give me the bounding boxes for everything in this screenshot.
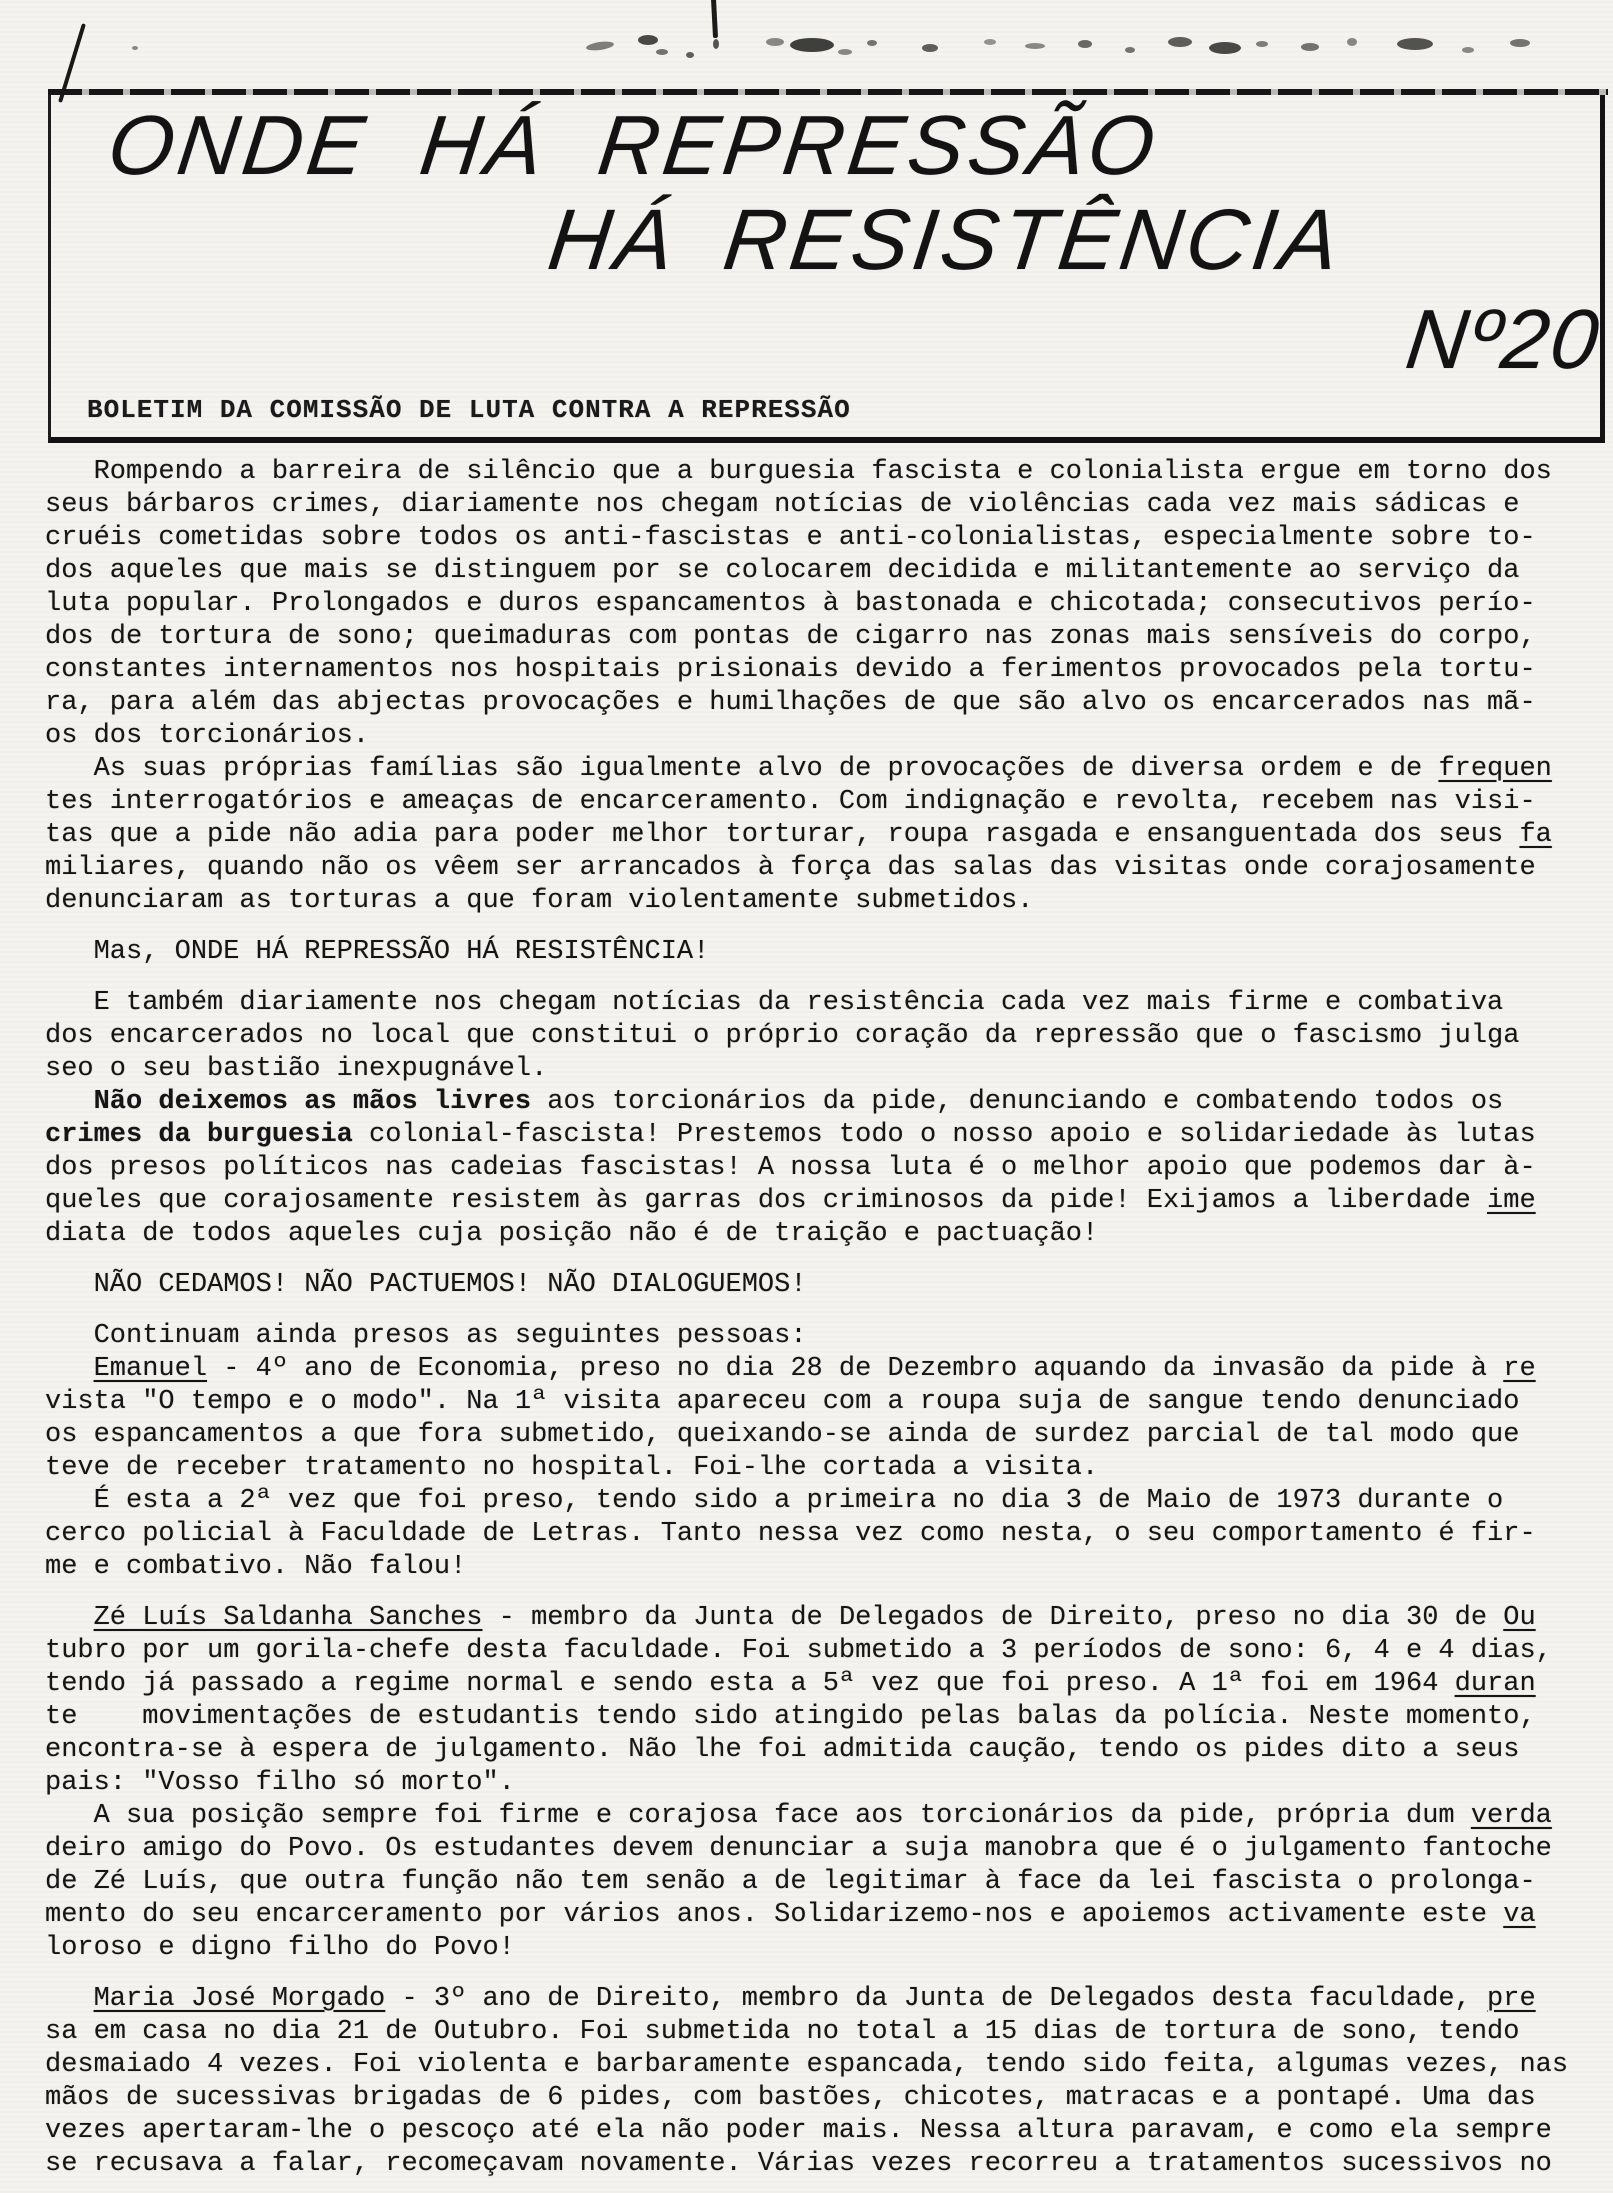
text-line <box>45 1800 1590 1833</box>
text-segment: - 3º ano de Direito, membro da Junta de Delegados desta faculdade, <box>385 1984 1488 2014</box>
text-line <box>45 1269 1590 1302</box>
paragraph-intro <box>45 456 1590 753</box>
text-segment: de Zé Luís, que outra função não tem senão a de legitimar à face da lei fascista o prolonga- <box>45 1867 1536 1897</box>
text-line <box>45 852 1590 885</box>
text-segment: mãos de sucessivas brigadas de 6 pides, com bastões, chicotes, matracas e a pontapé. Uma das <box>45 2083 1536 2113</box>
text-segment: se recusava a falar, recomeçavam novamente. Várias vezes recorreu a tratamentos sucessivos no <box>45 2149 1552 2179</box>
text-line <box>45 1833 1590 1866</box>
text-line <box>45 588 1590 621</box>
text-segment: frequen <box>1438 754 1552 784</box>
text-line <box>45 1701 1590 1734</box>
masthead-box <box>48 95 1605 443</box>
text-line <box>45 1020 1590 1053</box>
text-segment: te movimentações de estudantis tendo sido atingido pelas balas da polícia. Neste momento, <box>45 1702 1536 1732</box>
text-segment: aos torcionários da pide, denunciando e combatendo todos os <box>531 1087 1504 1117</box>
text-segment: mento do seu encarceramento por vários anos. Solidarizemo-nos e apoiemos activamente este <box>45 1900 1504 1930</box>
issue-number: Nº20 <box>1401 292 1606 386</box>
text-line <box>45 654 1590 687</box>
text-segment: queles que corajosamente resistem às garras dos criminosos da pide! Exijamos a liberdade <box>45 1186 1488 1216</box>
text-segment: miliares, quando não os vêem ser arrancados à força das salas das visitas onde corajosamente <box>45 853 1536 883</box>
text-segment: pais: "Vosso filho só morto". <box>45 1768 515 1798</box>
text-line <box>45 1419 1590 1452</box>
text-segment: cruéis cometidas sobre todos os anti-fascistas e anti-colonialistas, especialmente sobre to- <box>45 523 1536 553</box>
text-line <box>45 2016 1590 2049</box>
text-segment: Zé Luís Saldanha Sanches <box>93 1603 483 1633</box>
text-segment: dos presos políticos nas cadeias fascistas! A nossa luta é o melhor apoio que podemos dar à- <box>45 1153 1536 1183</box>
paragraph-ze-luis-2 <box>45 1800 1590 1965</box>
text-segment: A sua posição sempre foi firme e corajosa face aos torcionários da pide, própria dum <box>45 1801 1471 1831</box>
text-segment: loroso e digno filho do Povo! <box>45 1933 515 1963</box>
paragraph-apelo <box>45 1086 1590 1251</box>
text-line <box>45 555 1590 588</box>
text-line <box>45 2082 1590 2115</box>
text-line <box>45 1899 1590 1932</box>
text-segment: ime <box>1487 1186 1536 1216</box>
text-segment: vista "O tempo e o modo". Na 1ª visita apareceu com a roupa suja de sangue tendo denunciado <box>45 1387 1520 1417</box>
text-segment: duran <box>1454 1669 1536 1699</box>
paragraph-resistencia <box>45 987 1590 1086</box>
text-segment: deiro amigo do Povo. Os estudantes devem denunciar a suja manobra que é o julgamento fantoche <box>45 1834 1552 1864</box>
text-line <box>45 753 1590 786</box>
text-line <box>45 1152 1590 1185</box>
text-segment: denunciaram as torturas a que foram violentamente submetidos. <box>45 886 1034 916</box>
text-line <box>45 2115 1590 2148</box>
text-segment: seus bárbaros crimes, diariamente nos chegam notícias de violências cada vez mais sádicas e <box>45 490 1520 520</box>
text-segment: dos de tortura de sono; queimaduras com pontas de cigarro nas zonas mais sensíveis do corpo, <box>45 622 1536 652</box>
text-segment: teve de receber tratamento no hospital. Foi-lhe cortada a visita. <box>45 1453 1099 1483</box>
text-line <box>45 1734 1590 1767</box>
text-line <box>45 1983 1590 2016</box>
text-segment: crimes da burguesia <box>45 1120 353 1150</box>
text-line <box>45 1386 1590 1419</box>
text-segment: me e combativo. Não falou! <box>45 1552 467 1582</box>
text-line <box>45 885 1590 918</box>
masthead-title-line2: HÁ RESISTÊNCIA <box>543 192 1348 288</box>
text-segment: tas que a pide não adia para poder melhor torturar, roupa rasgada e ensanguentada dos seus <box>45 820 1520 850</box>
text-segment: Continuam ainda presos as seguintes pessoas: <box>45 1321 807 1351</box>
text-line <box>45 720 1590 753</box>
text-line <box>45 621 1590 654</box>
text-line <box>45 1551 1590 1584</box>
text-segment: cerco policial à Faculdade de Letras. Tanto nessa vez como nesta, o seu comportamento é fir- <box>45 1519 1536 1549</box>
paragraph-maria-jose <box>45 1983 1590 2181</box>
text-segment: tubro por um gorila-chefe desta faculdade. Foi submetido a 3 períodos de sono: 6, 4 e 4 dias, <box>45 1636 1552 1666</box>
text-segment: - 4º ano de Economia, preso no dia 28 de Dezembro aquando da invasão da pide à <box>207 1354 1504 1384</box>
text-segment: os espancamentos a que fora submetido, queixando-se ainda de surdez parcial de tal modo que <box>45 1420 1520 1450</box>
masthead-top-border <box>48 89 1608 95</box>
text-segment: va <box>1503 1900 1536 1930</box>
text-segment: fa <box>1519 820 1552 850</box>
text-segment <box>45 1984 94 2014</box>
paragraph-familias <box>45 753 1590 918</box>
paragraph-ze-luis <box>45 1602 1590 1800</box>
text-line <box>45 489 1590 522</box>
text-segment: Emanuel <box>93 1354 208 1384</box>
text-line <box>45 987 1590 1020</box>
paragraph-lista-intro <box>45 1320 1590 1353</box>
text-segment: As suas próprias famílias são igualmente alvo de provocações de diversa ordem e de <box>45 754 1439 784</box>
text-line <box>45 1518 1590 1551</box>
masthead-title-line1: ONDE HÁ REPRESSÃO <box>103 98 1164 192</box>
paragraph-emanuel <box>45 1353 1590 1485</box>
text-line <box>45 1320 1590 1353</box>
text-segment: verda <box>1470 1801 1552 1831</box>
text-line <box>45 1353 1590 1386</box>
text-line <box>45 687 1590 720</box>
text-segment <box>45 1354 94 1384</box>
paragraph-slogan <box>45 936 1590 969</box>
text-line <box>45 1086 1590 1119</box>
text-segment: constantes internamentos nos hospitais prisionais devido a ferimentos provocados pela tortu- <box>45 655 1536 685</box>
text-segment: diata de todos aqueles cuja posição não é de traição e pactuação! <box>45 1219 1099 1249</box>
text-segment: luta popular. Prolongados e duros espancamentos à bastonada e chicotada; consecutivos perío- <box>45 589 1536 619</box>
text-segment: encontra-se à espera de julgamento. Não lhe foi admitida caução, tendo os pides dito a seus <box>45 1735 1520 1765</box>
text-line <box>45 1485 1590 1518</box>
text-line <box>45 2148 1590 2181</box>
text-line <box>45 1932 1590 1965</box>
text-segment: NÃO CEDAMOS! NÃO PACTUEMOS! NÃO DIALOGUEMOS! <box>45 1270 807 1300</box>
text-line <box>45 1767 1590 1800</box>
text-segment: os dos torcionários. <box>45 721 370 751</box>
text-line <box>45 1218 1590 1251</box>
text-line <box>45 1635 1590 1668</box>
text-line <box>45 786 1590 819</box>
body-text <box>45 456 1590 2181</box>
text-segment: E também diariamente nos chegam notícias da resistência cada vez mais firme e combativa <box>45 988 1504 1018</box>
text-segment: - membro da Junta de Delegados de Direito, preso no dia 30 de <box>482 1603 1504 1633</box>
text-line <box>45 522 1590 555</box>
text-segment: seo o seu bastião inexpugnável. <box>45 1054 548 1084</box>
text-line <box>45 1053 1590 1086</box>
text-segment: ra, para além das abjectas provocações e humilhações de que são alvo os encarcerados nas mã- <box>45 688 1536 718</box>
text-segment: É esta a 2ª vez que foi preso, tendo sido a primeira no dia 3 de Maio de 1973 durante o <box>45 1486 1504 1516</box>
text-segment: desmaiado 4 vezes. Foi violenta e barbaramente espancada, tendo sido feita, algumas vezes, nas <box>45 2050 1569 2080</box>
text-segment: sa em casa no dia 21 de Outubro. Foi submetida no total a 15 dias de tortura de sono, tendo <box>45 2017 1520 2047</box>
text-segment: dos aqueles que mais se distinguem por se colocarem decidida e militantemente ao serviço da <box>45 556 1520 586</box>
text-segment: tendo já passado a regime normal e sendo esta a 5ª vez que foi preso. A 1ª foi em 1964 <box>45 1669 1455 1699</box>
text-line <box>45 1119 1590 1152</box>
text-segment: colonial-fascista! Prestemos todo o nosso apoio e solidariedade às lutas <box>352 1120 1536 1150</box>
text-segment: Rompendo a barreira de silêncio que a burguesia fascista e colonialista ergue em torno dos <box>45 457 1552 487</box>
masthead-subtitle: BOLETIM DA COMISSÃO DE LUTA CONTRA A REPRESSÃO <box>87 395 851 425</box>
text-segment <box>45 1087 94 1117</box>
text-line <box>45 1602 1590 1635</box>
text-segment: Maria José Morgado <box>93 1984 386 2014</box>
text-segment: dos encarcerados no local que constitui o próprio coração da repressão que o fascismo julga <box>45 1021 1520 1051</box>
text-segment: Mas, ONDE HÁ REPRESSÃO HÁ RESISTÊNCIA! <box>45 937 710 967</box>
text-line <box>45 936 1590 969</box>
text-segment <box>45 1603 94 1633</box>
text-segment: re <box>1503 1354 1536 1384</box>
text-line <box>45 1452 1590 1485</box>
text-line <box>45 456 1590 489</box>
text-line <box>45 1668 1590 1701</box>
text-line <box>45 1185 1590 1218</box>
paragraph-palavras-ordem <box>45 1269 1590 1302</box>
text-segment: tes interrogatórios e ameaças de encarceramento. Com indignação e revolta, recebem nas visi- <box>45 787 1536 817</box>
text-segment: pre <box>1487 1984 1536 2014</box>
text-segment: Ou <box>1503 1603 1536 1633</box>
text-line <box>45 819 1590 852</box>
text-line <box>45 1866 1590 1899</box>
text-segment: Não deixemos as mãos livres <box>93 1087 532 1117</box>
paragraph-emanuel-2 <box>45 1485 1590 1584</box>
text-line <box>45 2049 1590 2082</box>
text-segment: vezes apertaram-lhe o pescoço até ela não poder mais. Nessa altura paravam, e como ela sempre <box>45 2116 1552 2146</box>
